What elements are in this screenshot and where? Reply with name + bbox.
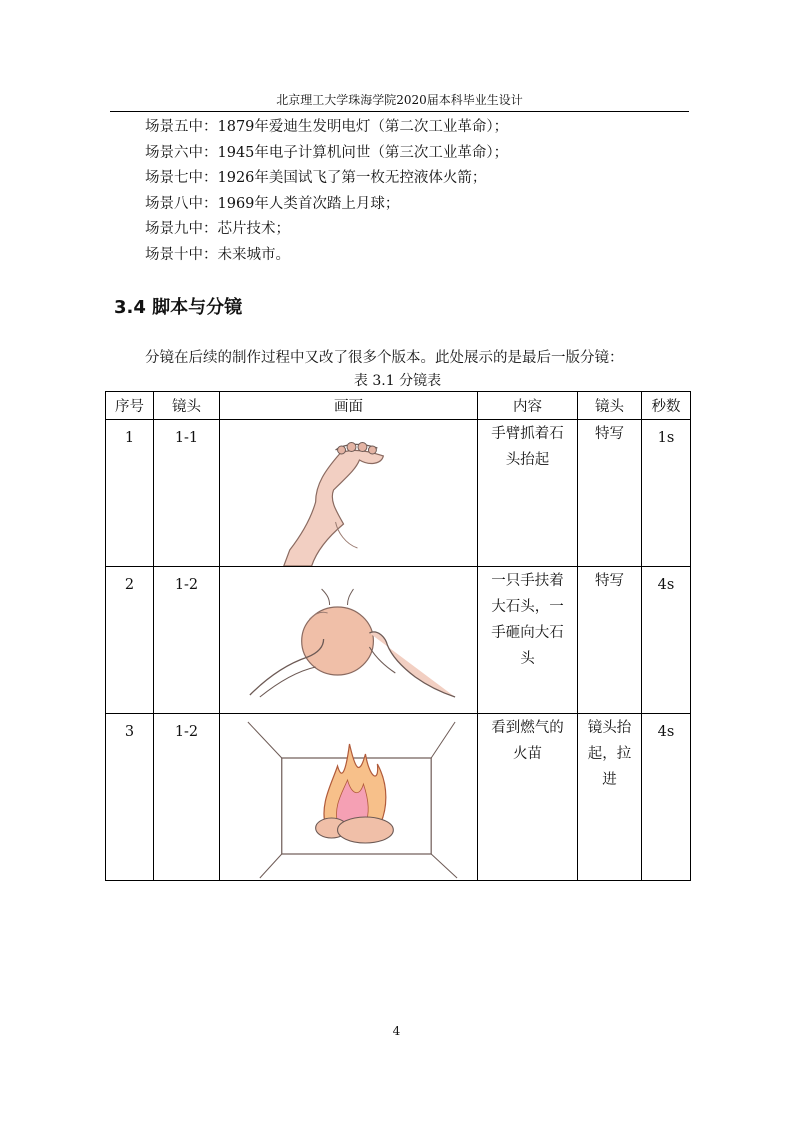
table-row (106, 714, 691, 881)
table-row (106, 567, 691, 714)
cell-picture (220, 714, 478, 881)
cell-content: 手臂抓着石头抬起 (478, 420, 578, 567)
cell-content: 一只手扶着大石头，一手砸向大石头 (478, 567, 578, 714)
scene-list (145, 115, 508, 269)
scene-item: 场景七中：1926年美国试飞了第一枚无控液体火箭； (145, 170, 487, 187)
page-header: 北京理工大学珠海学院2020届本科毕业生设计 (110, 92, 689, 112)
scene-item: 场景五中：1879年爱迪生发明电灯（第二次工业革命）； (145, 119, 509, 135)
intro-paragraph: 分镜在后续的制作过程中又改了很多个版本。此处展示的是最后一版分镜： (145, 350, 624, 366)
table-row (106, 420, 691, 567)
cell-content: 看到燃气的火苗 (478, 714, 578, 881)
cell-seconds: 4s (642, 567, 691, 714)
table-header-row (106, 392, 691, 420)
scene-item: 场景十中：未来城市。 (145, 246, 290, 263)
cell-camera: 特写 (578, 420, 642, 567)
header-no: 序号 (106, 392, 154, 420)
cell-camera: 特写 (578, 567, 642, 714)
cell-no: 3 (106, 714, 154, 881)
header-seconds: 秒数 (642, 392, 691, 420)
fire-sketch (220, 714, 477, 880)
section-title: 3.4 脚本与分镜 (114, 297, 243, 318)
cell-shot: 1-2 (154, 567, 220, 714)
arm-sketch (220, 420, 477, 566)
header-camera: 镜头 (578, 392, 642, 420)
cell-shot: 1-2 (154, 714, 220, 881)
cell-camera: 镜头抬起，拉进 (578, 714, 642, 881)
table-caption: 表 3.1 分镜表 (353, 373, 442, 389)
cell-seconds: 1s (642, 420, 691, 567)
header-shot: 镜头 (154, 392, 220, 420)
cell-shot: 1-1 (154, 420, 220, 567)
cell-picture (220, 420, 478, 567)
storyboard-table (105, 391, 691, 881)
header-content: 内容 (478, 392, 578, 420)
cell-seconds: 4s (642, 714, 691, 881)
cell-no: 1 (106, 420, 154, 567)
cell-picture (220, 567, 478, 714)
scene-item: 场景六中：1945年电子计算机问世（第三次工业革命）； (145, 144, 509, 161)
scene-item: 场景九中：芯片技术； (145, 221, 290, 238)
page-number: 4 (392, 1024, 401, 1038)
cell-no: 2 (106, 567, 154, 714)
scene-item: 场景八中：1969年人类首次踏上月球； (145, 195, 400, 212)
header-picture: 画面 (220, 392, 478, 420)
hands-stone-sketch (220, 567, 477, 713)
